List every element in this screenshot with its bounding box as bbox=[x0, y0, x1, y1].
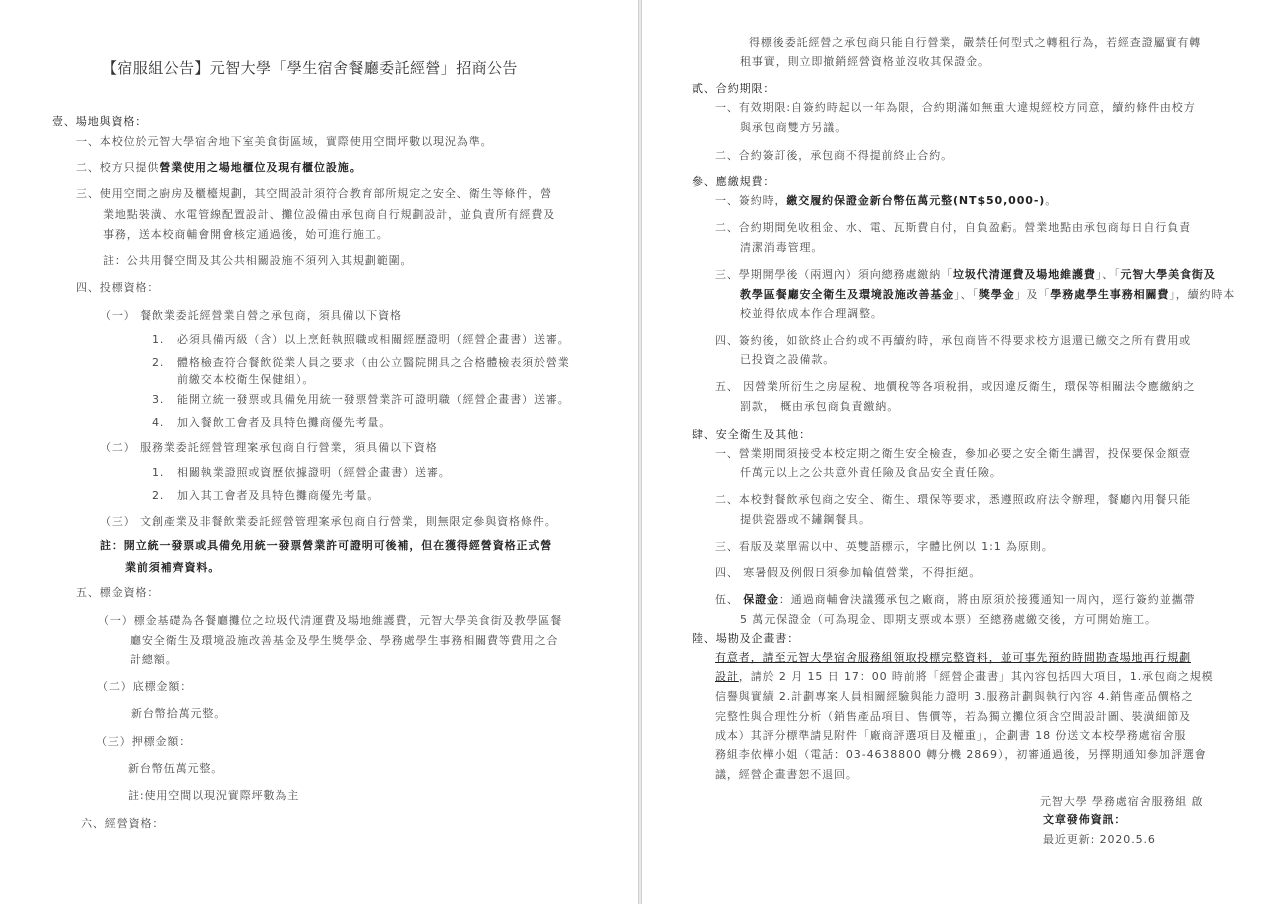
paragraph-line: 一、有效期限:自簽約時起以一年為限，合約期滿如無重大違規經校方同意，續約條件由校方 bbox=[715, 101, 1196, 114]
list-number: 4. bbox=[152, 416, 165, 429]
announcement-title: 【宿服組公告】元智大學「學生宿舍餐廳委託經營」招商公告 bbox=[102, 59, 518, 77]
paragraph-line: 教學區餐廳安全衛生及環境設施改善基金」、「獎學金」及「學務處學生事務相關費」，續約時本 bbox=[740, 288, 1236, 301]
sub-item: 計總額。 bbox=[130, 653, 178, 666]
document-page-left bbox=[0, 0, 639, 904]
list-item: 相關執業證照或資歷依據證明（經營企畫書）送審。 bbox=[177, 466, 451, 479]
paragraph-line: 一、本校位於元智大學宿舍地下室美食街區域，實際使用空間坪數以現況為準。 bbox=[76, 135, 493, 148]
paragraph-line: 校並得依成本作合理調整。 bbox=[740, 307, 883, 320]
section-heading: 參、應繳規費： bbox=[692, 175, 776, 188]
paragraph-line: 四、 寒暑假及例假日須參加輪值營業，不得拒絕。 bbox=[715, 566, 982, 579]
sub-item: （三）押標金額： bbox=[96, 735, 192, 748]
section-heading: 陸、場勘及企畫書： bbox=[692, 632, 800, 645]
paragraph-line: 事務，送本校商輔會開會核定通過後，始可進行施工。 bbox=[103, 228, 389, 241]
list-number: 1. bbox=[152, 466, 165, 479]
paragraph-line: 仟萬元以上之公共意外責任險及食品安全責任險。 bbox=[740, 466, 1002, 479]
sub-item: （一） 餐飲業委託經營業自營之承包商，須具備以下資格 bbox=[100, 309, 402, 322]
list-item: 必須具備丙級（含）以上烹飪執照職或相關經歷證明（經營企畫書）送審。 bbox=[177, 333, 570, 346]
paragraph-line: 五、 因營業所衍生之房屋稅、地價稅等各項稅捐，或因違反衛生，環保等相關法令應繳納之 bbox=[715, 380, 1196, 393]
paragraph-line: 提供瓷器或不鏽鋼餐具。 bbox=[740, 513, 871, 526]
list-item: 加入其工會者及具特色攤商優先考量。 bbox=[177, 489, 380, 502]
paragraph-line: 得標後委託經營之承包商只能自行營業，嚴禁任何型式之轉租行為，若經查證屬實有轉 bbox=[749, 36, 1202, 49]
list-number: 2. bbox=[152, 356, 165, 369]
paragraph-line: 務組李依樺小姐（電話：03-4638800 轉分機 2869），初審通過後，另擇期通知參加評選會 bbox=[715, 748, 1207, 761]
section-heading: 壹、場地與資格： bbox=[52, 115, 148, 128]
section-heading: 肆、安全衛生及其他： bbox=[692, 428, 811, 441]
sub-item: （二） 服務業委託經營管理案承包商自行營業，須具備以下資格 bbox=[100, 441, 438, 454]
paragraph-line: 議，經營企畫書恕不退回。 bbox=[715, 768, 858, 781]
publish-info-label: 文章發佈資訊： bbox=[1043, 813, 1127, 826]
paragraph-line: 與承包商雙方另議。 bbox=[740, 121, 848, 134]
paragraph-line: 罰款， 概由承包商負責繳納。 bbox=[740, 400, 900, 413]
list-item: 前繳交本校衛生保健組）。 bbox=[177, 373, 315, 386]
paragraph-line: 一、營業期間須接受本校定期之衛生安全檢查，參加必要之安全衛生講習，投保要保金額壹 bbox=[715, 447, 1191, 460]
paragraph-line: 完整性與合理性分析（銷售產品項目、售價等，若為獨立攤位須含空間設計圖、裝潢細節及 bbox=[715, 710, 1191, 723]
last-updated: 最近更新: 2020.5.6 bbox=[1043, 833, 1156, 846]
paragraph-line: 三、學期開學後（兩週內）須向總務處繳納「垃圾代清運費及場地維護費」、「元智大學美食街及 bbox=[715, 268, 1216, 281]
signature-line: 元智大學 學務處宿舍服務組 啟 bbox=[1040, 795, 1204, 808]
value-line: 新台幣拾萬元整。 bbox=[131, 707, 227, 720]
sub-item: （三） 文創產業及非餐飲業委託經營管理案承包商自行營業，則無限定參與資格條件。 bbox=[100, 515, 557, 528]
paragraph-line: 信譽與實績 2.計劃專案人員相關經驗與能力證明 3.服務計劃與執行內容 4.銷售產品價格之 bbox=[715, 690, 1194, 703]
note-line: 註：公共用餐空間及其公共相關設施不須列入其規劃範圍。 bbox=[103, 254, 413, 267]
list-item: 加入餐飲工會者及具特色攤商優先考量。 bbox=[177, 416, 392, 429]
document-page-right bbox=[641, 0, 1280, 904]
paragraph-line: 伍、 保證金：通過商輔會決議獲承包之廠商，將由原須於接獲通知一周內，逕行簽約並攜帶 bbox=[715, 593, 1196, 606]
paragraph-line: 二、合約簽訂後，承包商不得提前終止合約。 bbox=[715, 149, 953, 162]
paragraph-line: 清潔消毒管理。 bbox=[740, 241, 824, 254]
list-number: 2. bbox=[152, 489, 165, 502]
paragraph-line: 成本）其評分標準請見附件「廠商評選項目及權重」，企劃書 18 份送文本校學務處宿舍服 bbox=[715, 729, 1187, 742]
note-line: 註:使用空間以現況實際坪數為主 bbox=[128, 789, 300, 802]
paragraph-line: 二、校方只提供營業使用之場地櫃位及現有櫃位設施。 bbox=[76, 161, 362, 174]
paragraph-line: 二、本校對餐飲承包商之安全、衛生、環保等要求，悉遵照政府法令辦理，餐廳內用餐只能 bbox=[715, 493, 1191, 506]
paragraph-line: 業地點裝潢、水電管線配置設計、攤位設備由承包商自行規劃設計，並負責所有經費及 bbox=[103, 208, 556, 221]
sub-item: （一）標金基礎為各餐廳攤位之垃圾代清運費及場地維護費，元智大學美食街及教學區餐 bbox=[98, 614, 563, 627]
paragraph-line: 六、經營資格： bbox=[81, 817, 165, 830]
list-number: 1. bbox=[152, 333, 165, 346]
note-line: 業前須補齊資料。 bbox=[125, 561, 221, 574]
section-heading: 貳、合約期限： bbox=[692, 82, 776, 95]
sub-item: 廳安全衛生及環境設施改善基金及學生獎學金、學務處學生事務相關費等費用之合 bbox=[130, 634, 559, 647]
paragraph-line: 一、簽約時，繳交履約保證金新台幣伍萬元整(NT$50,000-)。 bbox=[715, 194, 1058, 207]
paragraph-line: 三、看版及菜單需以中、英雙語標示，字體比例以 1:1 為原則。 bbox=[715, 540, 1054, 553]
sub-item: （二）底標金額： bbox=[97, 680, 193, 693]
list-item: 體格檢查符合餐飲從業人員之要求（由公立醫院開具之合格體檢表須於營業 bbox=[177, 356, 570, 369]
note-line: 註：開立統一發票或具備免用統一發票營業許可證明可後補，但在獲得經營資格正式營 bbox=[100, 539, 553, 552]
list-number: 3. bbox=[152, 393, 165, 406]
paragraph-line: 四、簽約後，如欲終止合約或不再續約時，承包商皆不得要求校方退還已繳交之所有費用或 bbox=[715, 334, 1191, 347]
paragraph-line: 已投資之設備款。 bbox=[740, 353, 836, 366]
paragraph-line: 5 萬元保證金（可為現金、即期支票或本票）至總務處繳交後，方可開始施工。 bbox=[740, 613, 1157, 626]
paragraph-line: 五、標金資格： bbox=[76, 586, 160, 599]
value-line: 新台幣伍萬元整。 bbox=[128, 762, 224, 775]
paragraph-line: 租事實，則立即撤銷經營資格並沒收其保證金。 bbox=[740, 55, 990, 68]
paragraph-line: 二、合約期間免收租金、水、電、瓦斯費自付，自負盈虧。營業地點由承包商每日自行負責 bbox=[715, 221, 1191, 234]
paragraph-line: 有意者，請至元智大學宿舍服務組領取投標完整資料，並可事先預約時間勘查場地再行規劃 bbox=[715, 651, 1191, 664]
paragraph-line: 三、使用空間之廚房及櫃檯規劃，其空間設計須符合教育部所規定之安全、衛生等條件，營 bbox=[76, 187, 552, 200]
paragraph-line: 四、投標資格： bbox=[76, 281, 160, 294]
list-item: 能開立統一發票或具備免用統一發票營業許可證明職（經營企畫書）送審。 bbox=[177, 393, 570, 406]
paragraph-line: 設計，請於 2 月 15 日 17：00 時前將「經營企畫書」其內容包括四大項目，1.承包商之規模 bbox=[715, 670, 1214, 683]
